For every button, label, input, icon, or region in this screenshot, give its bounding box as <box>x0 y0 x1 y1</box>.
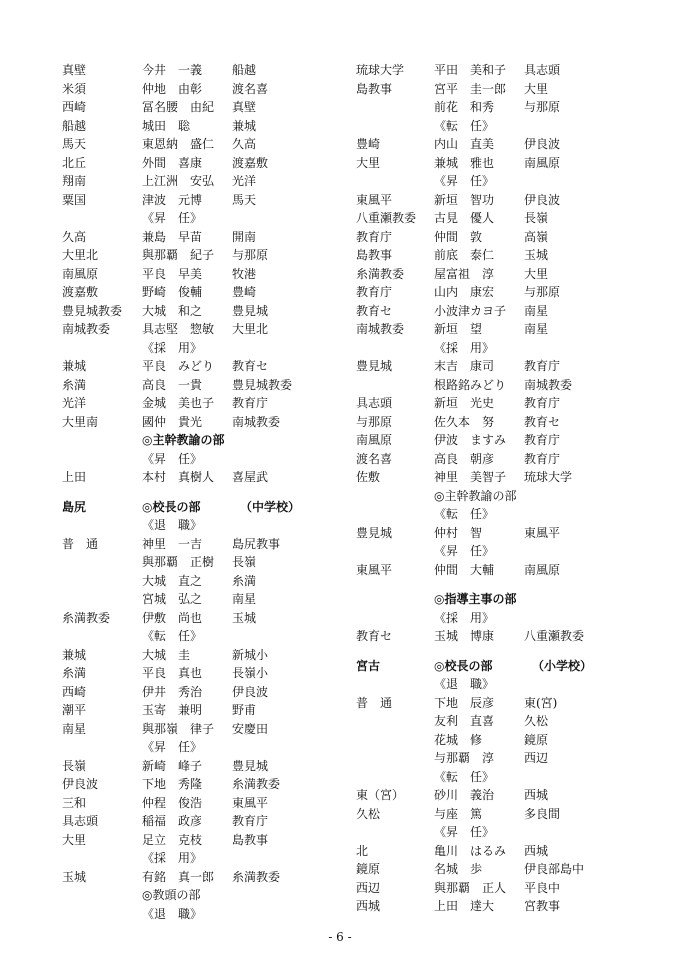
destination-school: 伊良波 <box>524 192 561 207</box>
person-name: 屋富祖 淳 <box>434 266 495 281</box>
person-name: 佐久本 努 <box>434 414 495 429</box>
destination-school: 鏡原 <box>524 732 549 747</box>
origin-school: 長嶺 <box>62 758 87 773</box>
destination-school: 光洋 <box>232 174 257 188</box>
origin-school: 豊見城 <box>356 525 393 540</box>
origin-school: 粟国 <box>62 192 87 207</box>
person-name: 國仲 貴光 <box>142 414 203 429</box>
person-name: 津波 元博 <box>142 192 203 207</box>
origin-school: 教育庁 <box>356 285 393 299</box>
person-name: 伊波 ますみ <box>434 433 507 447</box>
destination-school: 豊見城教委 <box>232 377 293 392</box>
origin-school: 上田 <box>62 470 87 484</box>
origin-school: 翔南 <box>62 174 87 188</box>
destination-school: 与那原 <box>524 100 561 114</box>
destination-school: 安慶田 <box>232 721 269 736</box>
person-name: 兼城 雅也 <box>434 155 495 170</box>
origin-school: 東（宮） <box>356 788 405 802</box>
person-name: 金城 美也子 <box>142 396 215 410</box>
person-name: 《採 用》 <box>434 340 495 355</box>
person-name: 宮城 弘之 <box>142 592 203 606</box>
origin-school: 糸満教委 <box>62 610 111 625</box>
person-name: 城田 聡 <box>142 118 191 133</box>
person-name: 上江洲 安弘 <box>142 174 215 188</box>
origin-school: 普 通 <box>356 695 393 710</box>
origin-school: 琉球大学 <box>356 63 405 77</box>
origin-school: 南星 <box>62 721 87 736</box>
destination-school: 教育庁 <box>524 451 561 466</box>
destination-school: 渡嘉敷 <box>232 155 269 170</box>
origin-school: 大里 <box>62 832 87 847</box>
origin-school: 島教事 <box>356 81 393 96</box>
origin-school: 佐敷 <box>356 470 381 484</box>
person-name: 花城 修 <box>434 732 483 747</box>
destination-school: 教育庁 <box>232 814 269 828</box>
origin-school: 島尻 <box>62 499 87 514</box>
destination-school: 西城 <box>524 843 549 858</box>
person-name: 下地 辰彦 <box>434 695 495 710</box>
origin-school: 大里北 <box>62 248 99 262</box>
person-name: 《昇 任》 <box>142 211 203 225</box>
person-name: 有銘 真一郎 <box>142 869 215 884</box>
person-name: 野崎 俊輔 <box>142 285 203 299</box>
destination-school: 兼城 <box>232 118 257 133</box>
person-name: 伊井 秀治 <box>142 684 203 699</box>
origin-school: 伊良波 <box>62 777 99 791</box>
person-name: 大城 直之 <box>142 573 203 588</box>
person-name: 名城 歩 <box>434 862 483 876</box>
person-name: 《昇 任》 <box>434 174 495 188</box>
person-name: 本村 真樹人 <box>142 470 215 484</box>
destination-school: 南風原 <box>524 562 561 577</box>
person-name: 具志堅 惣敏 <box>142 322 215 336</box>
person-name: 《転 任》 <box>434 118 495 133</box>
origin-school: 北 <box>356 843 369 858</box>
origin-school: 兼城 <box>62 359 87 373</box>
destination-school: 南星 <box>524 322 549 336</box>
person-name: 《昇 任》 <box>434 825 495 839</box>
destination-school: 島尻教事 <box>232 536 281 551</box>
person-name: ◎主幹教諭の部 <box>434 488 517 503</box>
origin-school: 渡名喜 <box>356 451 393 466</box>
destination-school: 長嶺 <box>232 555 257 569</box>
origin-school: 教育セ <box>356 303 393 318</box>
person-name: 《転 任》 <box>142 629 203 643</box>
destination-school: 多良間 <box>524 806 561 821</box>
person-name: 下地 秀隆 <box>142 777 203 791</box>
destination-school: 船越 <box>232 63 257 77</box>
person-name: 平良 早美 <box>142 266 203 281</box>
destination-school: 教育庁 <box>232 396 269 410</box>
origin-school: 西城 <box>356 899 381 913</box>
origin-school: 島教事 <box>356 248 393 262</box>
origin-school: 光洋 <box>62 396 87 410</box>
destination-school: 久松 <box>524 714 549 728</box>
person-name: 兼島 早苗 <box>142 229 203 244</box>
origin-school: 具志頭 <box>62 814 99 828</box>
destination-school: 伊良波 <box>524 137 561 151</box>
page-number: - 6 - <box>328 930 352 944</box>
person-name: 東恩納 盛仁 <box>142 137 215 151</box>
origin-school: 東風平 <box>356 562 393 577</box>
origin-school: 米須 <box>62 81 87 96</box>
origin-school: 三和 <box>62 795 87 810</box>
person-name: 稲福 政彦 <box>142 814 203 828</box>
person-name: 平良 みどり <box>142 359 215 373</box>
person-name: 外間 喜康 <box>142 155 203 170</box>
origin-school: 南風原 <box>356 433 393 447</box>
person-name: 砂川 義治 <box>434 788 495 802</box>
person-name: 上田 達大 <box>434 899 495 913</box>
person-name: 高良 朝彦 <box>434 451 495 466</box>
destination-school: 野甫 <box>232 703 257 717</box>
person-name: 《採 用》 <box>142 851 203 865</box>
person-name: 亀川 はるみ <box>434 843 507 858</box>
person-name: 《退 職》 <box>434 677 495 691</box>
person-name: 《採 用》 <box>434 610 495 625</box>
destination-school: 教育庁 <box>524 433 561 447</box>
person-name: 根路銘みどり <box>434 377 507 392</box>
person-name: 《昇 任》 <box>142 451 203 466</box>
person-name: 新垣 望 <box>434 322 483 336</box>
person-name: 《退 職》 <box>142 906 203 921</box>
destination-school: 渡名喜 <box>232 81 269 96</box>
destination-school: 大里 <box>524 81 549 96</box>
destination-school: 与那原 <box>232 248 269 262</box>
origin-school: 潮平 <box>62 703 87 717</box>
destination-school: 豊崎 <box>232 285 257 299</box>
person-name: 新垣 智功 <box>434 192 495 207</box>
destination-school: 玉城 <box>232 610 257 625</box>
destination-school: 豊見城 <box>232 758 269 773</box>
person-name: 神里 一吉 <box>142 536 203 551</box>
origin-school: 具志頭 <box>356 396 393 410</box>
destination-school: 南城教委 <box>524 377 573 392</box>
origin-school: 馬天 <box>62 137 87 151</box>
destination-school: 平良中 <box>524 880 561 895</box>
destination-school: 伊良部島中 <box>524 862 585 876</box>
origin-school: 教育庁 <box>356 229 393 244</box>
destination-school: 豊見城 <box>232 303 269 318</box>
origin-school: 玉城 <box>62 869 87 884</box>
destination-school: 真壁 <box>232 100 257 114</box>
person-name: 平田 美和子 <box>434 63 507 77</box>
destination-school: 与那原 <box>524 285 561 299</box>
person-name: 友利 直喜 <box>434 714 495 728</box>
destination-school: 南城教委 <box>232 414 281 429</box>
destination-school: 大里北 <box>232 322 269 336</box>
origin-school: 豊見城教委 <box>62 303 123 318</box>
person-name: 大城 圭 <box>142 647 191 662</box>
destination-school: 宮教事 <box>524 899 561 913</box>
person-name: 仲地 由彰 <box>142 81 203 96</box>
destination-school: 西城 <box>524 788 549 802</box>
origin-school: 教育セ <box>356 629 393 643</box>
destination-school: 南星 <box>232 592 257 606</box>
person-name: 山内 康宏 <box>434 285 495 299</box>
origin-school: 糸満教委 <box>356 266 405 281</box>
person-name: 《転 任》 <box>434 769 495 784</box>
destination-school: 島教事 <box>232 832 269 847</box>
origin-school: 南風原 <box>62 266 99 281</box>
person-name: 仲間 大輔 <box>434 562 495 577</box>
person-name: 末吉 康司 <box>434 359 495 373</box>
destination-school: （中学校） <box>240 499 301 514</box>
destination-school: 西辺 <box>524 751 549 765</box>
person-name: 玉寄 兼明 <box>142 703 203 717</box>
person-name: ◎指導主事の部 <box>434 592 517 606</box>
origin-school: 糸満 <box>62 377 87 392</box>
destination-school: 東風平 <box>232 795 269 810</box>
destination-school: 教育セ <box>524 414 561 429</box>
person-name: 前底 泰仁 <box>434 248 495 262</box>
origin-school: 宮古 <box>356 658 381 673</box>
origin-school: 兼城 <box>62 647 87 662</box>
origin-school: 南城教委 <box>62 322 111 336</box>
destination-school: 伊良波 <box>232 684 269 699</box>
destination-school: 長嶺小 <box>232 666 269 680</box>
destination-school: 馬天 <box>232 192 257 207</box>
person-name: 仲間 敦 <box>434 229 483 244</box>
origin-school: 北丘 <box>62 155 87 170</box>
person-name: 與那覇 正樹 <box>142 555 215 569</box>
destination-school: 琉球大学 <box>524 470 573 484</box>
person-name: 宮平 圭一郎 <box>434 81 507 96</box>
person-name: 与那覇 淳 <box>434 751 495 765</box>
origin-school: 大里南 <box>62 414 99 429</box>
origin-school: 鏡原 <box>356 862 381 876</box>
origin-school: 渡嘉敷 <box>62 285 99 299</box>
person-name: 與那覇 正人 <box>434 880 507 895</box>
destination-school: 喜屋武 <box>232 470 269 484</box>
destination-school: 糸満教委 <box>232 869 281 884</box>
destination-school: 教育庁 <box>524 396 561 410</box>
person-name: 《転 任》 <box>434 507 495 521</box>
person-name: ◎校長の部 <box>434 658 493 673</box>
person-name: 新垣 光史 <box>434 396 495 410</box>
person-name: 仲程 俊浩 <box>142 795 203 810</box>
person-name: 伊敷 尚也 <box>142 610 203 625</box>
destination-school: 長嶺 <box>524 211 549 225</box>
person-name: 前花 和秀 <box>434 100 495 114</box>
destination-school: 教育セ <box>232 359 269 373</box>
origin-school: 久高 <box>62 229 87 244</box>
destination-school: 八重瀬教委 <box>524 629 585 643</box>
origin-school: 南城教委 <box>356 322 405 336</box>
person-name: 《昇 任》 <box>142 740 203 754</box>
person-name: 《昇 任》 <box>434 544 495 558</box>
origin-school: 八重瀬教委 <box>356 211 417 225</box>
person-name: 冨名腰 由紀 <box>142 100 215 114</box>
destination-school: 南星 <box>524 303 549 318</box>
origin-school: 久松 <box>356 806 381 821</box>
destination-school: 南風原 <box>524 155 561 170</box>
person-name: 古見 優人 <box>434 211 495 225</box>
person-name: 《採 用》 <box>142 340 203 355</box>
origin-school: 東風平 <box>356 192 393 207</box>
person-name: 仲村 智 <box>434 525 483 540</box>
destination-school: 大里 <box>524 266 549 281</box>
destination-school: 東(宮) <box>524 695 558 710</box>
origin-school: 普 通 <box>62 536 99 551</box>
origin-school: 西崎 <box>62 684 87 699</box>
origin-school: 西崎 <box>62 100 87 114</box>
destination-school: 高嶺 <box>524 229 549 244</box>
person-name: 《退 職》 <box>142 518 203 532</box>
destination-school: 東風平 <box>524 525 561 540</box>
origin-school: 豊見城 <box>356 359 393 373</box>
person-name: 神里 美智子 <box>434 470 507 484</box>
destination-school: 新城小 <box>232 647 269 662</box>
person-name: ◎主幹教諭の部 <box>142 433 225 447</box>
person-name: 足立 克枝 <box>142 832 203 847</box>
destination-school: （小学校） <box>532 658 593 673</box>
destination-school: 具志頭 <box>524 63 561 77</box>
origin-school: 真壁 <box>62 63 87 77</box>
person-name: 新崎 峰子 <box>142 758 203 773</box>
origin-school: 与那原 <box>356 414 393 429</box>
destination-school: 教育庁 <box>524 359 561 373</box>
person-name: 内山 直美 <box>434 137 495 151</box>
person-name: 大城 和之 <box>142 303 203 318</box>
origin-school: 西辺 <box>356 880 381 895</box>
origin-school: 大里 <box>356 155 381 170</box>
destination-school: 開南 <box>232 229 257 244</box>
destination-school: 玉城 <box>524 248 549 262</box>
person-name: 與那覇 紀子 <box>142 248 215 262</box>
origin-school: 糸満 <box>62 666 87 680</box>
person-name: 今井 一義 <box>142 63 203 77</box>
destination-school: 糸満 <box>232 573 257 588</box>
person-name: 高良 一貴 <box>142 377 203 392</box>
origin-school: 豊崎 <box>356 137 381 151</box>
destination-school: 久高 <box>232 137 257 151</box>
person-name: 与座 篤 <box>434 806 483 821</box>
destination-school: 牧港 <box>232 266 257 281</box>
person-name: ◎教頭の部 <box>142 888 201 902</box>
person-name: 平良 真也 <box>142 666 203 680</box>
origin-school: 船越 <box>62 118 87 133</box>
person-name: 小波津カヨ子 <box>434 303 507 318</box>
destination-school: 糸満教委 <box>232 777 281 791</box>
person-name: 玉城 博康 <box>434 629 495 643</box>
person-name: 與那嶺 律子 <box>142 721 215 736</box>
person-name: ◎校長の部 <box>142 499 201 514</box>
